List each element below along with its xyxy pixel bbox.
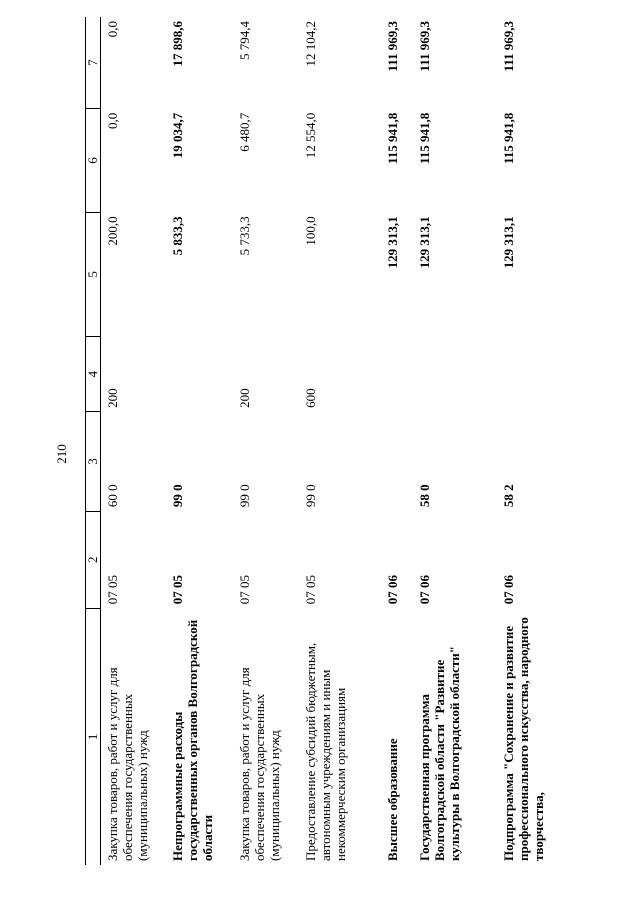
row-expense-type — [413, 336, 497, 412]
row-value-3: 17 898,6 — [170, 21, 185, 67]
row-value-1: 129 313,1 — [385, 216, 400, 269]
row-section-code: 07 06 — [385, 574, 400, 605]
row-value-3: 5 794,4 — [237, 21, 252, 60]
row-value-2: 0,0 — [105, 112, 120, 129]
table-row — [413, 17, 497, 865]
row-name: Предоставление субсидий бюджетным, автономным учреждениям и иным некоммерческим организациям — [303, 642, 348, 861]
row-section-code: 07 06 — [501, 574, 516, 605]
row-value-1: 5 833,3 — [170, 216, 185, 256]
row-value-3: 0,0 — [105, 21, 120, 38]
column-header: 2 — [86, 511, 101, 608]
row-section-code: 07 05 — [237, 574, 252, 605]
row-section-code: 07 06 — [417, 574, 432, 605]
column-header: 4 — [86, 336, 101, 412]
row-expense-type — [166, 336, 233, 412]
row-expense-type: 200 — [105, 388, 120, 408]
page-number: 210 — [54, 444, 69, 464]
column-header: 1 — [86, 608, 101, 865]
row-value-3: 111 969,3 — [385, 21, 400, 72]
row-value-1: 129 313,1 — [501, 216, 516, 269]
table-row — [381, 17, 413, 865]
row-value-2: 115 941,8 — [417, 112, 432, 165]
row-value-1: 200,0 — [105, 216, 120, 246]
row-expense-type — [497, 336, 561, 412]
row-value-2: 12 554,0 — [303, 112, 318, 159]
row-target-code: 99 0 — [170, 484, 185, 508]
row-name: Закупка товаров, работ и услуг для обеспечения государственных (муниципальных) нужд — [105, 667, 150, 861]
row-target-code: 60 0 — [105, 484, 120, 508]
row-value-2: 115 941,8 — [385, 112, 400, 165]
row-section-code: 07 05 — [105, 574, 120, 605]
column-header: 3 — [86, 412, 101, 511]
row-value-1: 100,0 — [303, 216, 318, 246]
table-row — [233, 17, 299, 865]
row-expense-type: 200 — [237, 388, 252, 408]
row-expense-type: 600 — [303, 388, 318, 408]
row-value-3: 111 969,3 — [417, 21, 432, 72]
row-value-2: 6 480,7 — [237, 112, 252, 152]
row-target-code — [381, 412, 413, 511]
row-value-3: 12 104,2 — [303, 21, 318, 67]
column-header: 6 — [86, 109, 101, 213]
row-section-code: 07 05 — [170, 574, 185, 605]
table-row — [166, 17, 233, 865]
row-value-1: 129 313,1 — [417, 216, 432, 269]
row-expense-type — [381, 336, 413, 412]
table-row — [497, 17, 561, 865]
row-name: Государственная программа Волгоградской области "Развитие культуры в Волгоградской области" — [417, 645, 462, 861]
row-value-3: 111 969,3 — [501, 21, 516, 72]
table-row — [101, 17, 167, 865]
row-name: Высшее образование — [385, 738, 400, 861]
column-header: 7 — [86, 17, 101, 109]
budget-table — [85, 17, 561, 865]
row-target-code: 99 0 — [303, 484, 318, 508]
row-target-code: 58 2 — [501, 484, 516, 508]
row-target-code: 58 0 — [417, 484, 432, 508]
row-name: Подпрограмма "Сохранение и развитие профессионального искусства, народного творчества, — [501, 617, 546, 861]
row-name: Закупка товаров, работ и услуг для обеспечения государственных (муниципальных) нужд — [237, 667, 282, 861]
row-value-1: 5 733,3 — [237, 216, 252, 256]
table-row — [299, 17, 381, 865]
row-target-code: 99 0 — [237, 484, 252, 508]
row-value-2: 115 941,8 — [501, 112, 516, 165]
row-name: Непрограммные расходы государственных органов Волгоградской области — [170, 619, 215, 861]
column-header: 5 — [86, 212, 101, 336]
row-value-2: 19 034,7 — [170, 112, 185, 159]
rotated-table-container — [85, 17, 615, 865]
table-header-row — [86, 17, 101, 865]
row-section-code: 07 05 — [303, 574, 318, 605]
